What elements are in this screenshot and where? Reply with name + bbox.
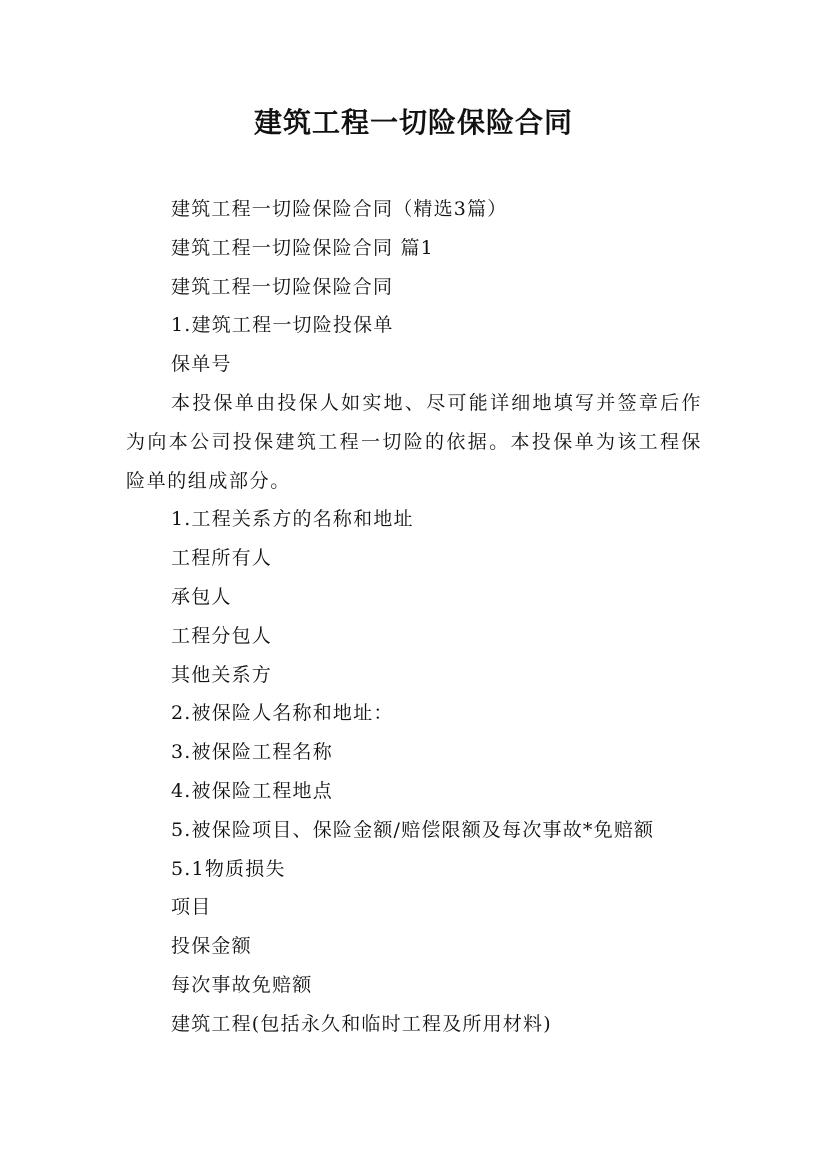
body-paragraph: 本投保单由投保人如实地、尽可能详细地填写并签章后作为向本公司投保建筑工程一切险的依据。本投保单为该工程保险单的组成部分。 [126, 391, 702, 492]
body-line: 5.1物质损失 [171, 857, 286, 880]
body-line: 4.被保险工程地点 [171, 779, 333, 802]
body-line: 建筑工程一切险保险合同（精选3篇） [171, 198, 508, 220]
body-line: 项目 [171, 896, 212, 919]
document-body [126, 190, 702, 1044]
body-line: 5.被保险项目、保险金额/赔偿限额及每次事故*免赔额 [171, 818, 655, 841]
body-line: 建筑工程(包括永久和临时工程及所用材料) [171, 1012, 552, 1035]
body-line: 建筑工程一切险保险合同 篇1 [171, 236, 434, 259]
body-line: 每次事故免赔额 [171, 973, 313, 996]
body-line: 2.被保险人名称和地址： [171, 702, 394, 725]
body-line: 3.被保险工程名称 [171, 741, 333, 764]
body-line: 工程所有人 [171, 547, 273, 570]
document-title: 建筑工程一切险保险合同 [253, 106, 573, 139]
body-line: 其他关系方 [171, 663, 273, 686]
body-line: 承包人 [171, 585, 232, 608]
body-line: 投保金额 [171, 935, 252, 958]
body-line: 建筑工程一切险保险合同 [171, 275, 394, 298]
body-line: 1.工程关系方的名称和地址 [171, 508, 414, 531]
body-line: 1.建筑工程一切险投保单 [171, 314, 394, 337]
body-line: 保单号 [171, 353, 232, 376]
body-line: 工程分包人 [171, 624, 273, 647]
